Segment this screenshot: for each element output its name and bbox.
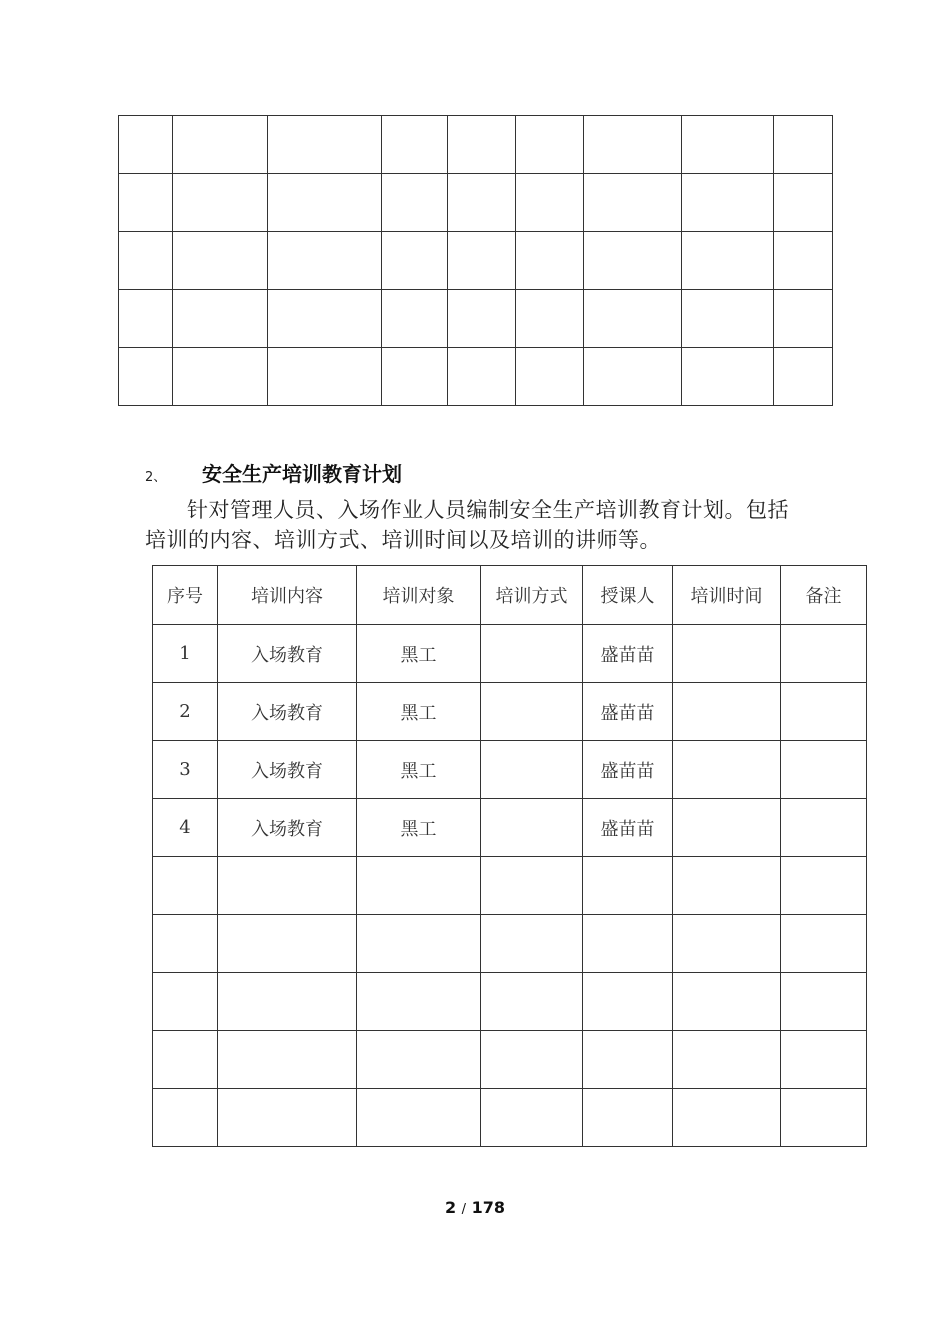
table-cell	[682, 290, 774, 348]
table-row	[119, 116, 833, 174]
table-cell	[584, 174, 682, 232]
table-cell: 入场教育	[218, 799, 357, 857]
table-cell	[382, 174, 448, 232]
table-row	[119, 174, 833, 232]
table-cell	[682, 348, 774, 406]
table-cell	[774, 290, 833, 348]
table-cell	[682, 232, 774, 290]
table-cell	[781, 799, 867, 857]
table-row	[153, 857, 867, 915]
table-cell	[774, 116, 833, 174]
table-cell	[481, 799, 583, 857]
column-header: 培训方式	[481, 566, 583, 625]
column-header: 培训对象	[357, 566, 481, 625]
table-cell	[268, 290, 382, 348]
table-cell	[584, 116, 682, 174]
training-plan-table	[152, 565, 867, 1147]
table-cell	[173, 290, 268, 348]
table-row	[153, 799, 867, 857]
table-cell	[516, 116, 584, 174]
table-cell	[781, 1031, 867, 1089]
column-header: 备注	[781, 566, 867, 625]
section-paragraph: 针对管理人员、入场作业人员编制安全生产培训教育计划。包括培训的内容、培训方式、培训时间以及培训的讲师等。	[145, 498, 789, 552]
table-cell: 盛苗苗	[583, 741, 673, 799]
table-cell	[781, 683, 867, 741]
table-cell: 盛苗苗	[583, 799, 673, 857]
table-cell	[774, 174, 833, 232]
table-cell	[516, 348, 584, 406]
table-cell	[218, 1031, 357, 1089]
table-cell	[173, 348, 268, 406]
table-cell: 4	[153, 799, 218, 857]
table-cell	[218, 857, 357, 915]
table-cell	[583, 915, 673, 973]
table-cell	[781, 915, 867, 973]
table-cell	[481, 973, 583, 1031]
table-cell	[218, 1089, 357, 1147]
table-cell	[673, 973, 781, 1031]
column-header: 培训时间	[673, 566, 781, 625]
table-cell	[357, 915, 481, 973]
table-cell	[516, 174, 584, 232]
table-cell	[774, 232, 833, 290]
table-row	[153, 741, 867, 799]
table-cell	[173, 232, 268, 290]
table-row	[153, 1089, 867, 1147]
table-row	[153, 1031, 867, 1089]
table-cell	[218, 915, 357, 973]
table-cell: 入场教育	[218, 741, 357, 799]
table-cell	[516, 232, 584, 290]
table-cell	[173, 174, 268, 232]
table-cell	[583, 857, 673, 915]
table-cell	[153, 915, 218, 973]
table-cell	[382, 348, 448, 406]
table-cell	[673, 1089, 781, 1147]
table-cell: 盛苗苗	[583, 625, 673, 683]
table-cell	[153, 1089, 218, 1147]
page-footer	[0, 1198, 950, 1217]
table-cell	[781, 857, 867, 915]
table-cell	[781, 1089, 867, 1147]
table-row	[119, 232, 833, 290]
table-cell	[481, 1089, 583, 1147]
table-cell	[673, 741, 781, 799]
table-cell	[357, 973, 481, 1031]
table-cell	[153, 973, 218, 1031]
table-cell	[153, 1031, 218, 1089]
table-cell	[153, 857, 218, 915]
table-cell	[448, 348, 516, 406]
table-cell: 黑工	[357, 799, 481, 857]
table-cell	[673, 857, 781, 915]
table-cell	[218, 973, 357, 1031]
section-title: 安全生产培训教育计划	[202, 462, 402, 486]
table-cell	[481, 1031, 583, 1089]
table-cell: 盛苗苗	[583, 683, 673, 741]
table-cell	[781, 625, 867, 683]
table-row	[153, 915, 867, 973]
table-cell	[781, 973, 867, 1031]
table-cell	[673, 915, 781, 973]
top-empty-table	[118, 115, 833, 406]
table-row	[153, 625, 867, 683]
table-header-row	[153, 566, 867, 625]
table-cell	[119, 174, 173, 232]
table-cell	[583, 1031, 673, 1089]
table-cell	[774, 348, 833, 406]
table-cell	[481, 857, 583, 915]
table-cell	[119, 232, 173, 290]
table-cell	[481, 625, 583, 683]
table-cell	[382, 290, 448, 348]
table-cell	[583, 973, 673, 1031]
table-cell	[268, 116, 382, 174]
column-header: 序号	[153, 566, 218, 625]
column-header: 培训内容	[218, 566, 357, 625]
table-cell: 入场教育	[218, 625, 357, 683]
page-separator: /	[461, 1202, 467, 1217]
table-row	[119, 290, 833, 348]
table-cell	[357, 1031, 481, 1089]
table-cell	[781, 741, 867, 799]
table-cell	[268, 348, 382, 406]
table-row	[119, 348, 833, 406]
table-cell	[481, 741, 583, 799]
table-cell: 黑工	[357, 741, 481, 799]
table-cell	[357, 857, 481, 915]
table-cell	[382, 232, 448, 290]
table-cell	[357, 1089, 481, 1147]
table-cell	[481, 683, 583, 741]
table-cell: 黑工	[357, 625, 481, 683]
table-cell	[448, 116, 516, 174]
section-number: 2、	[145, 470, 167, 485]
table-cell	[481, 915, 583, 973]
table-cell	[673, 683, 781, 741]
table-cell	[516, 290, 584, 348]
table-row	[153, 683, 867, 741]
table-cell	[673, 1031, 781, 1089]
table-cell: 2	[153, 683, 218, 741]
table-cell	[448, 174, 516, 232]
table-cell	[682, 116, 774, 174]
table-cell: 黑工	[357, 683, 481, 741]
total-pages: 178	[471, 1198, 506, 1217]
table-cell	[682, 174, 774, 232]
table-cell: 1	[153, 625, 218, 683]
table-cell	[119, 290, 173, 348]
table-cell	[673, 799, 781, 857]
table-cell	[673, 625, 781, 683]
table-cell: 入场教育	[218, 683, 357, 741]
table-cell	[119, 116, 173, 174]
table-cell	[584, 232, 682, 290]
table-cell	[173, 116, 268, 174]
table-cell: 3	[153, 741, 218, 799]
table-cell	[448, 290, 516, 348]
table-cell	[448, 232, 516, 290]
table-cell	[584, 290, 682, 348]
column-header: 授课人	[583, 566, 673, 625]
table-cell	[584, 348, 682, 406]
current-page-number: 2	[444, 1198, 457, 1217]
table-cell	[268, 174, 382, 232]
table-row	[153, 973, 867, 1031]
table-cell	[119, 348, 173, 406]
section-heading	[145, 458, 402, 487]
table-cell	[382, 116, 448, 174]
table-cell	[268, 232, 382, 290]
table-cell	[583, 1089, 673, 1147]
